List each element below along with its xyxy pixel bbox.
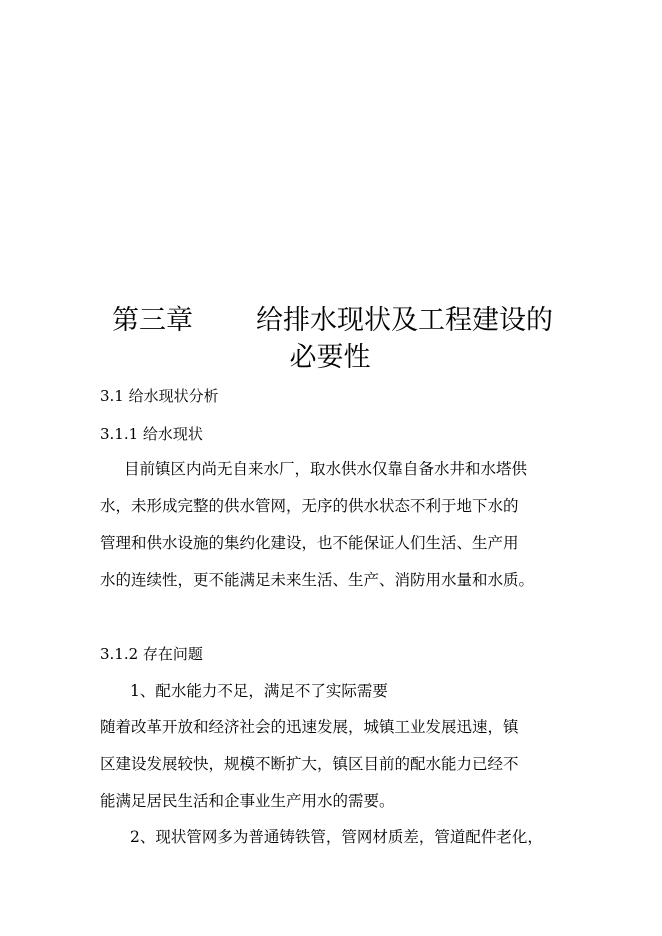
paragraph-line: 区建设发展较快，规模不断扩大，镇区目前的配水能力已经不: [100, 755, 519, 773]
list-item-title: 2、现状管网多为普通铸铁管，管网材质差，管道配件老化，: [130, 828, 543, 846]
list-item-title: 1、配水能力不足，满足不了实际需要: [130, 682, 388, 700]
section-heading-3-1: 3.1 给水现状分析: [100, 387, 219, 405]
section-heading-3-1-2: 3.1.2 存在问题: [100, 645, 203, 663]
chapter-number: 第三章: [112, 305, 193, 336]
paragraph-line: 水，未形成完整的供水管网，无序的供水状态不利于地下水的: [100, 497, 519, 515]
paragraph-line: 能满足居民生活和企事业生产用水的需要。: [100, 792, 395, 810]
paragraph-line: 管理和供水设施的集约化建设，也不能保证人们生活、生产用: [100, 534, 519, 552]
chapter-title-line2: [0, 340, 662, 376]
chapter-title-continuation: 必要性: [289, 342, 371, 373]
paragraph-line: 水的连续性，更不能满足未来生活、生产、消防用水量和水质。: [100, 571, 535, 589]
chapter-title-text: 给排水现状及工程建设的: [256, 305, 553, 336]
paragraph-line: 随着改革开放和经济社会的迅速发展，城镇工业发展迅速，镇: [100, 718, 519, 736]
section-heading-3-1-1: 3.1.1 给水现状: [100, 425, 203, 443]
paragraph-line: 目前镇区内尚无自来水厂，取水供水仅靠自备水井和水塔供: [124, 460, 528, 478]
